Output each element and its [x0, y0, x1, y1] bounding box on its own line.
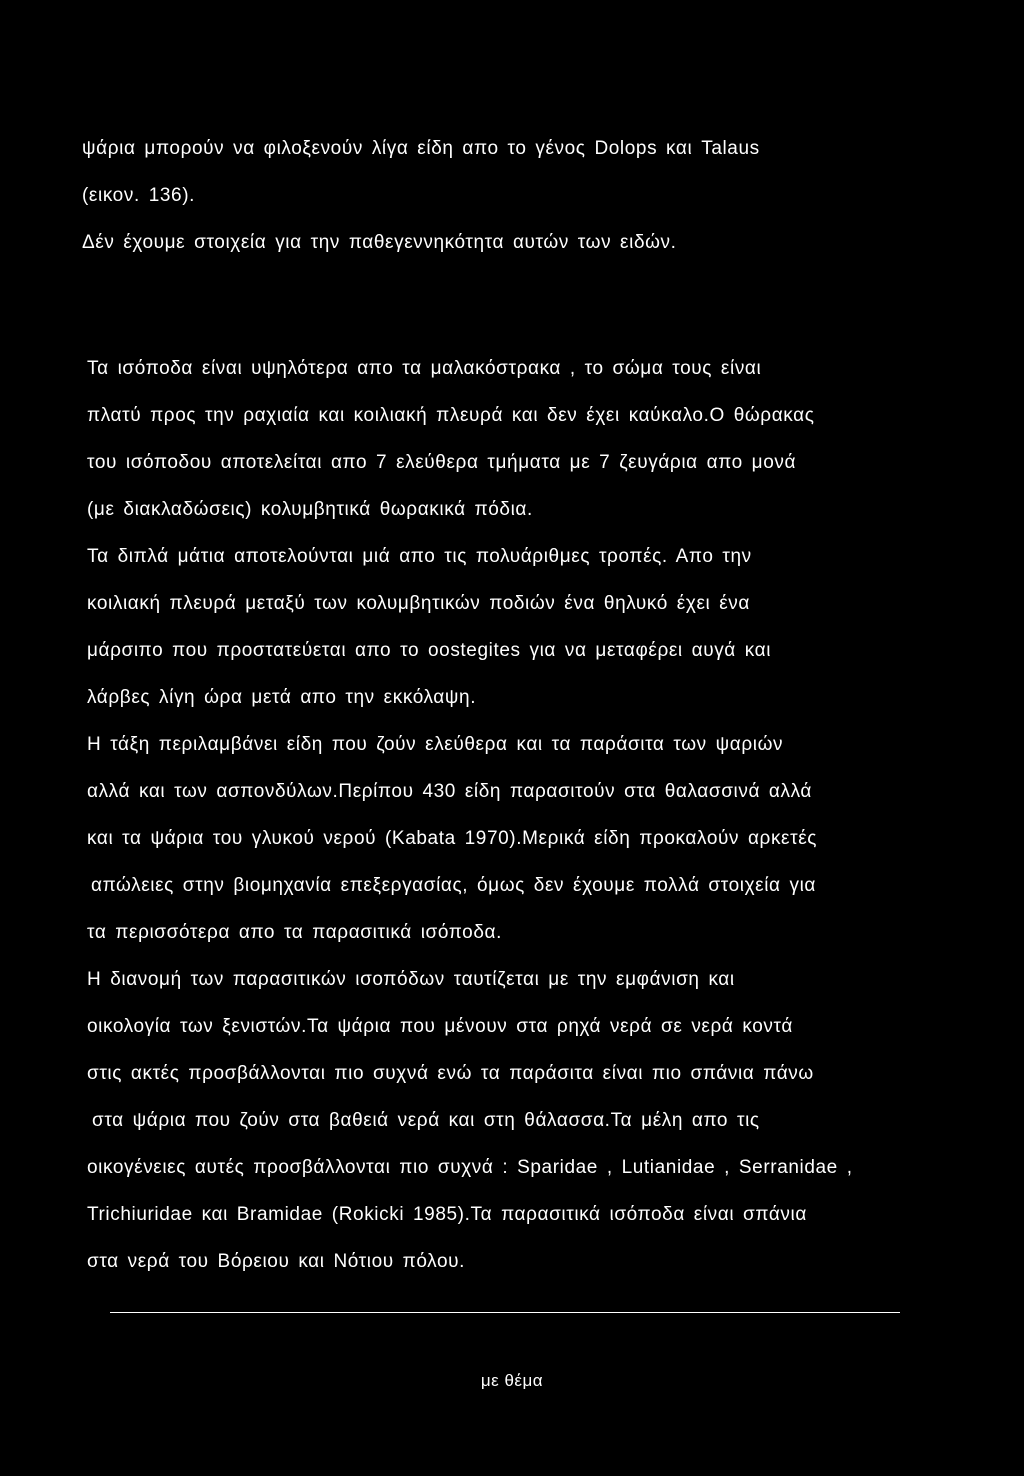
text-line: Η τάξη περιλαμβάνει είδη που ζούν ελεύθερα και τα παράσιτα των ψαριών	[87, 734, 784, 755]
text-line: απώλειες στην βιομηχανία επεξεργασίας, όμως δεν έχουμε πολλά στοιχεία για	[91, 875, 817, 896]
text-line: στις ακτές προσβάλλονται πιο συχνά ενώ τα παράσιτα είναι πιο σπάνια πάνω	[87, 1063, 814, 1084]
footer-note: με θέμα	[480, 1371, 544, 1390]
text-line: ψάρια μπορούν να φιλοξενούν λίγα είδη απο το γένος Dolops και Talaus	[82, 138, 760, 159]
text-line: στα ψάρια που ζούν στα βαθειά νερά και στη θάλασσα.Τα μέλη απο τις	[92, 1110, 760, 1131]
text-line: πλατύ προς την ραχιαία και κοιλιακή πλευρά και δεν έχει καύκαλο.Ο θώρακας	[87, 405, 815, 426]
text-line: Τα ισόποδα είναι υψηλότερα απο τα μαλακόστρακα , το σώμα τους είναι	[87, 358, 762, 379]
text-line: οικολογία των ξενιστών.Τα ψάρια που μένουν στα ρηχά νερά σε νερά κοντά	[87, 1016, 793, 1037]
text-line: κοιλιακή πλευρά μεταξύ των κολυμβητικών ποδιών ένα θηλυκό έχει ένα	[87, 593, 750, 614]
text-line: αλλά και των ασπονδύλων.Περίπου 430 είδη παρασιτούν στα θαλασσινά αλλά	[87, 781, 812, 802]
text-line: Trichiuridae και Bramidae (Rokicki 1985).Τα παρασιτικά ισόποδα είναι σπάνια	[87, 1204, 807, 1225]
text-line: του ισόποδου αποτελείται απο 7 ελεύθερα τμήματα με 7 ζευγάρια απο μονά	[87, 452, 797, 473]
text-line: λάρβες λίγη ώρα μετά απο την εκκόλαψη.	[87, 687, 477, 708]
text-line: στα νερά του Βόρειου και Νότιου πόλου.	[87, 1251, 466, 1272]
text-line: Τα διπλά μάτια αποτελούνται μιά απο τις πολυάριθμες τροπές. Απο την	[87, 546, 752, 567]
text-line: (εικον. 136).	[82, 185, 196, 206]
text-line: Η διανομή των παρασιτικών ισοπόδων ταυτίζεται με την εμφάνιση και	[87, 969, 735, 990]
text-line: μάρσιπο που προστατεύεται απο το oostegites για να μεταφέρει αυγά και	[87, 640, 772, 661]
footer-rule	[110, 1312, 900, 1313]
text-line: Δέν έχουμε στοιχεία για την παθεγεννηκότητα αυτών των ειδών.	[82, 232, 677, 253]
text-line: οικογένειες αυτές προσβάλλονται πιο συχνά : Sparidae , Lutianidae , Serranidae ,	[87, 1157, 853, 1178]
text-line: τα περισσότερα απο τα παρασιτικά ισόποδα.	[87, 922, 502, 943]
text-line: (με διακλαδώσεις) κολυμβητικά θωρακικά πόδια.	[87, 499, 533, 520]
text-line: και τα ψάρια του γλυκού νερού (Kabata 1970).Μερικά είδη προκαλούν αρκετές	[87, 828, 818, 849]
